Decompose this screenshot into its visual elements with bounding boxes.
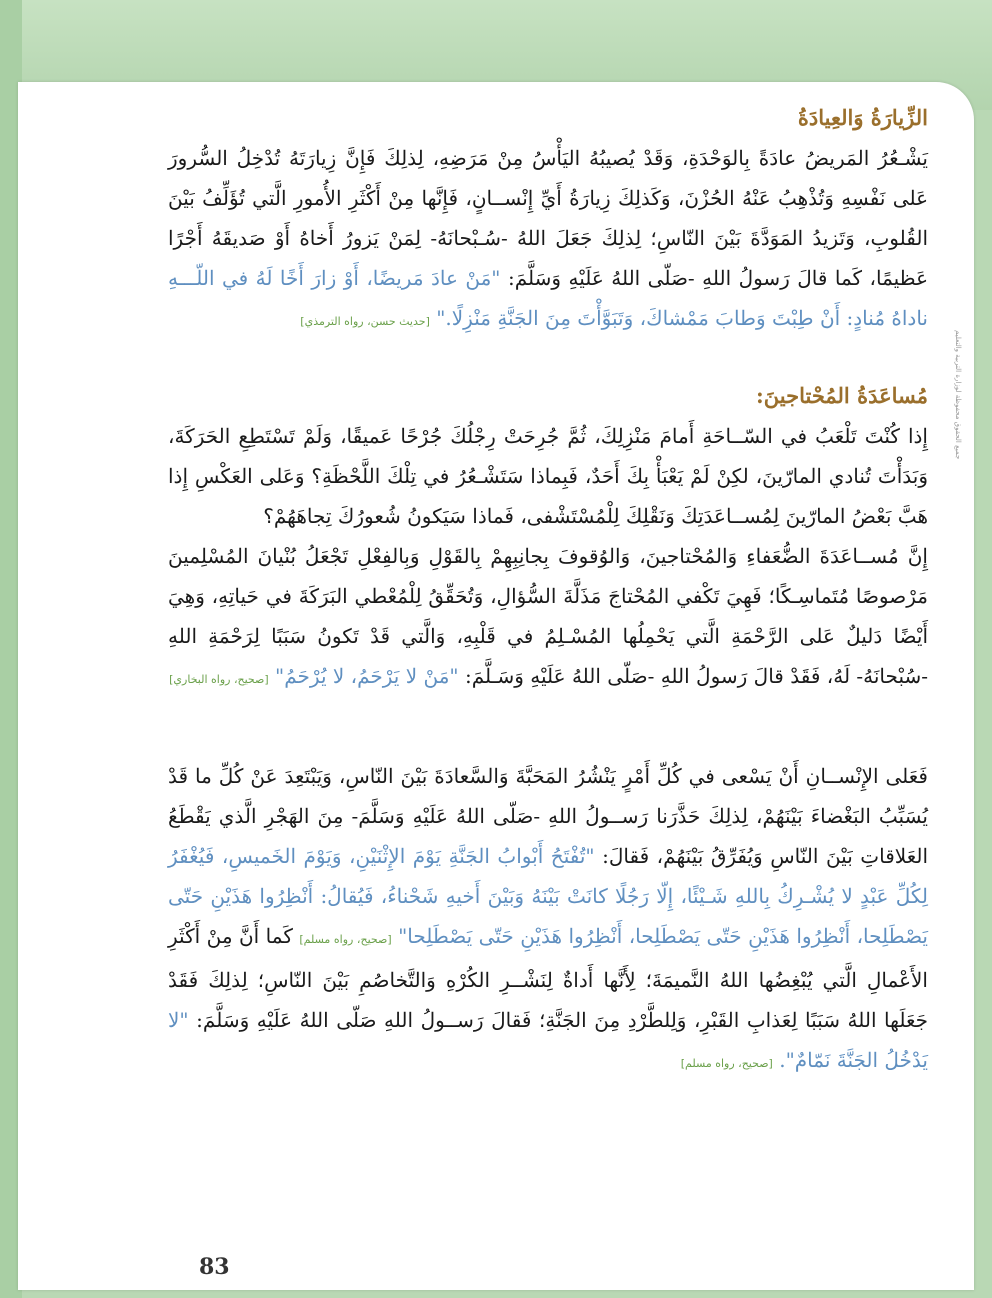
paragraph-text: يَشْـعُرُ المَريضُ عادَةً بِالوَحْدَةِ، وَقَدْ يُصيبُهُ اليَأْسُ مِنْ مَرَضِهِ، لِذلِكَ فَإِنَّ زِيارَتَهُ تُدْخِلُ السُّرورَ عَلى نَفْسِهِ وَتُذْهِبُ عَنْهُ الحُزْنَ، وَكَذلِكَ زِيارَةُ أَيِّ إِنْســانٍ، فَإِنَّها مِنْ أَكْثَرِ الأُمورِ الَّتي تُؤَلِّفُ بَيْنَ القُلوبِ، وَتَزيدُ المَوَدَّةَ بَيْنَ النّاسِ؛ لِذلِكَ جَعَلَ اللهُ -سُـبْحانَهُ- لِمَنْ يَزورُ أَخاهُ أَوْ صَديقَهُ أَجْرًا عَظيمًا، كَما قالَ رَسولُ اللهِ -صَلّى اللهُ عَلَيْهِ وَسَلَّمَ: bbox=[168, 146, 929, 290]
section-heading-visiting: الزِّيارَةُ وَالعِيادَةُ bbox=[797, 105, 928, 130]
paragraph-text: كَما أَنَّ مِنْ أَكْثَرِ الأَعْمالِ الَّتي يُبْغِضُها اللهُ النَّميمَةَ؛ لِأَنَّها أَداةٌ لِنَشْــرِ الكُرْهِ وَالتَّخاصُمِ بَيْنَ النّاسِ؛ لِذلِكَ فَقَدْ جَعَلَها اللهُ سَبَبًا لِعَذابِ القَبْرِ، وَلِلطَّرْدِ مِنَ الجَنَّةِ؛ فَقالَ رَســولُ اللهِ صَلّى اللهُ عَلَيْهِ وَسَلَّمَ: bbox=[168, 924, 928, 1032]
paragraph-helping-1: إِذا كُنْتَ تَلْعَبُ في السّــاحَةِ أَمامَ مَنْزِلِكَ، ثُمَّ جُرِحَتْ رِجْلُكَ جُرْحًا عَميقًا، وَلَمْ تَسْتَطِعِ الحَرَكَةَ، وَبَدَأْتَ تُنادي المارّينَ، لكِنْ لَمْ يَعْبَأْ بِكَ أَحَدٌ، فَبِماذا سَتَشْـعُرُ في تِلْكَ اللَّحْظَةِ؟ وَعَلى العَكْسِ إِذا هَبَّ بَعْضُ المارّينَ لِمُســاعَدَتِكَ وَنَقْلِكَ لِلْمُسْتَشْفى، فَماذا سَيَكونُ شُعورُكَ تِجاهَهُمْ؟ bbox=[168, 424, 928, 528]
paragraph-text: إِنَّ مُســاعَدَةَ الضُّعَفاءِ وَالمُحْتاجينَ، وَالوُقوفَ بِجانِبِهِمْ بِالقَوْلِ وَبِالفِعْلِ تَجْعَلُ بُنْيانَ المُسْلِمينَ مَرْصوصًا مُتَماسِـكًا؛ فَهِيَ تَكْفي المُحْتاجَ مَذَلَّةَ السُّؤالِ، وَتُحَقِّقُ لِلْمُعْطي البَرَكَةَ في حَياتِهِ، وَهِيَ أَيْضًا دَليلٌ عَلى الرَّحْمَةِ الَّتي يَحْمِلُها المُسْـلِمُ في قَلْبِهِ، وَالَّتي قَدْ تَكونُ سَبَبًا لِرَحْمَةِ اللهِ -سُبْحانَهُ- لَهُ، فَقَدْ قالَ رَسولُ اللهِ -صَلّى اللهُ عَلَيْهِ وَسَـلَّمَ: bbox=[168, 544, 928, 688]
copyright-side-note: جميع الحقوق محفوظة لوزارة التربية والتعليم bbox=[954, 330, 962, 460]
paragraph-helping-2 bbox=[168, 536, 928, 700]
hadith-source: [صحيح، رواه مسلم] bbox=[299, 933, 392, 946]
hadith-quote: "مَنْ عادَ مَريضًا، أَوْ زارَ أَخًا لَهُ في اللّـــهِ ناداهُ مُنادٍ: أَنْ طِبْتَ وَطابَ مَمْشاكَ، وَتَبَوَّأْتَ مِنَ الجَنَّةِ مَنْزِلًا." bbox=[168, 266, 928, 330]
hadith-source: [صحيح، رواه مسلم] bbox=[680, 1057, 773, 1070]
section-heading-helping: مُساعَدَةُ المُحْتاجينَ: bbox=[756, 383, 928, 408]
paragraph-text: فَعَلى الإِنْســانِ أَنْ يَسْعى في كُلِّ أَمْرٍ يَنْشُرُ المَحَبَّةَ وَالسَّعادَةَ بَيْنَ النّاسِ، وَيَبْتَعِدَ عَنْ كُلِّ ما قَدْ يُسَبِّبُ البَغْضاءَ بَيْنَهُمْ، لِذلِكَ حَذَّرَنا رَســولُ اللهِ -صَلّى اللهُ عَلَيْهِ وَسَلَّمَ- مِنَ الهَجْرِ الَّذي يَقْطَعُ العَلاقاتِ بَيْنَ النّاسِ وَيُفَرِّقُ بَيْنَهُمْ، فَقالَ: bbox=[168, 764, 929, 868]
page-content bbox=[168, 100, 928, 1084]
paragraph-visiting bbox=[168, 138, 928, 342]
hadith-source: [حديث حسن، رواه الترمذي] bbox=[300, 315, 430, 328]
hadith-quote: "تُفْتَحُ أَبْوابُ الجَنَّةِ يَوْمَ الإِثْنَيْنِ، وَيَوْمَ الخَميسِ، فَيُغْفَرُ لِكُلِّ عَبْدٍ لا يُشْـرِكُ بِاللهِ شَـيْئًا، إِلّا رَجُلًا كانَتْ بَيْنَهُ وَبَيْنَ أَخيهِ شَحْناءُ، فَيُقالُ: أَنْظِرُوا هَذَيْنِ حَتّى يَصْطَلِحا، أَنْظِرُوا هَذَيْنِ حَتّى يَصْطَلِحا، أَنْظِرُوا هَذَيْنِ حَتّى يَصْطَلِحا" bbox=[168, 844, 928, 948]
hadith-quote: "لا يَدْخُلُ الجَنَّةَ نَمّامٌ". bbox=[168, 1008, 928, 1072]
page-number: 83 bbox=[199, 1254, 230, 1280]
paragraph-conclusion bbox=[168, 756, 928, 1084]
hadith-quote: "مَنْ لا يَرْحَمُ، لا يُرْحَمُ" bbox=[275, 664, 459, 688]
hadith-source: [صحيح، رواه البخاري] bbox=[169, 673, 269, 686]
